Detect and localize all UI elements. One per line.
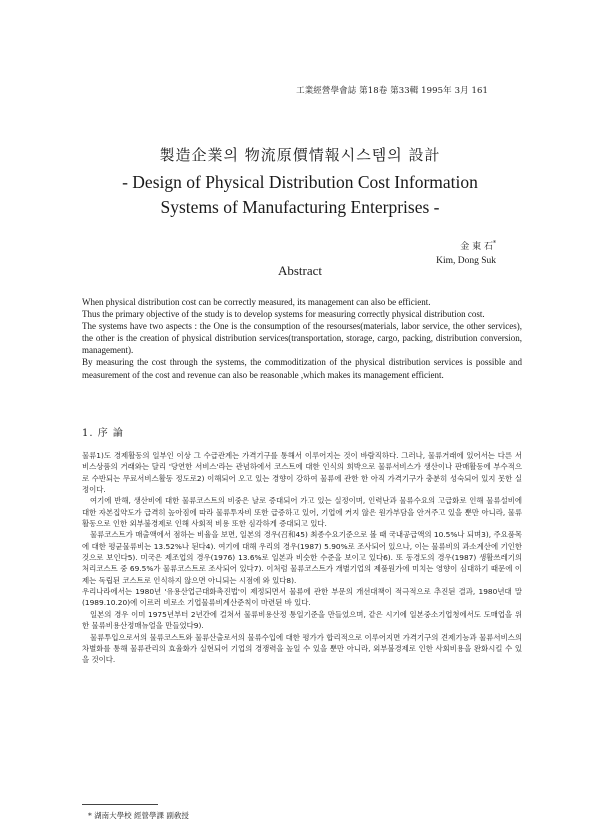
abstract-paragraph: When physical distribution cost can be correctly measured, its management can also be efficient.	[82, 297, 431, 307]
section-heading: 1. 序 論	[82, 428, 124, 439]
body-paragraph: 일본의 경우 이미 1975년부터 2년간에 걸쳐서 물류비용산정 통일기준을 만들었으며, 같은 시기에 일본중소기업청에서도 도매업을 위한 물류비용산정매뉴얼을 만들었다9).	[82, 609, 522, 631]
abstract-heading: Abstract	[277, 263, 323, 278]
author-english: Kim, Dong Suk	[436, 256, 496, 266]
abstract-paragraph: Thus the primary objective of the study is to develop systems for measuring correctly physical distribution cost.	[82, 309, 485, 320]
author-korean-name: 金 東 石	[460, 242, 493, 252]
author-marker: *	[493, 240, 496, 247]
body-paragraph: 우리나라에서는 1980년 '유용산업근대화촉진법'이 제정되면서 물류에 관한 부문의 개선대책이 적극적으로 추진된 결과, 1980년대 말(1989.10.20)에 이르러 비로소 기업물류비계산준칙이 마련된 바 있다.	[82, 587, 522, 608]
footnote: * 湖南大學校 經營學課 副敎授	[88, 811, 189, 820]
body-paragraph: 물류코스트가 매출액에서 점하는 비율을 보면, 일본의 경우(召和45) 최종수요기준으로 볼 때 국내공급액의 10.5%나 되며3), 주요품목에 대한 평균물류비는 13.52%나 된다4). 여기에 대해 우리의 경우(1987) 5.90%로 조사되어 있으나, 이는 물류비의 과소계산에 기인한 것으로 보인다5). 미국은 제조업의 경우(1976) 13.6%로 일본과 비슷한 수준을 보이고 있다6). 또 동경도의 경우(1987) 생활쓰레기의 처리코스트 중 69.5%가 물류코스트로 조사되어 있다7). 이처럼 물류코스트가 개별기업의 제품원가에 미치는 영향이 심대하기 때문에 이제는 독립된 코스트로 인식하지 않으면 아니되는 시점에 와 있다8).	[82, 530, 522, 585]
title-english-line1: - Design of Physical Distribution Cost Information	[122, 172, 478, 192]
footnote-divider	[82, 804, 158, 805]
body-paragraph: 여기에 반해, 생산비에 대한 물류코스트의 비중은 날로 증대되어 가고 있는 실정이며, 인력난과 물류수요의 고급화로 인해 물류설비에 대한 자본집약도가 급격히 높아짐에 따라 물류투자비 또한 급증하고 있어, 기업에 커지 않은 원가부담을 안겨주고 있을 뿐만 아니라, 물류활동으로 인한 외부불경제로 인해 사회적 비용 또한 심각하게 증대되고 있다.	[82, 496, 522, 529]
title-english-line2: Systems of Manufacturing Enterprises -	[160, 197, 440, 217]
author-korean	[436, 237, 496, 254]
abstract-body	[82, 296, 522, 381]
abstract-paragraph: The systems have two aspects : the One is the consumption of the resourses(materials, labor service, the other services), the other is the creation of physical distribution services(transportation, storage, cargo, packing, distribution conversion, management).	[82, 321, 522, 356]
body-paragraph: 물류1)도 경제활동의 일부인 이상 그 수급관계는 가격기구를 통해서 이루어지는 것이 바람직하다. 그러나, 물류거래에 있어서는 다른 서비스상품의 거래와는 달리 '당연한 서비스'라는 관념하에서 코스트에 대한 인식의 희박으로 물류서비스가 생산이나 판매활동에 부수적으로 수반되는 무료서비스활동 정도로2) 이해되어 오고 있는 경향이 강하여 물류에 관한 한 아직 가격기구가 충분히 성숙되어 있지 못한 실정이다.	[82, 451, 522, 495]
body-paragraph: 물류투입으로서의 물류코스트와 물류산출로서의 물류수입에 대한 평가가 합리적으로 이루어지면 가격기구의 견제기능과 물류서비스의 차별화를 통해 물류관리의 효율화가 실현되어 기업의 경쟁력을 높일 수 있을 뿐만 아니라, 외부불경제로 인한 사회비용을 완화시킬 수 있을 것이다.	[82, 632, 522, 665]
title-korean: 製造企業의 物流原價情報시스템의 設計	[159, 146, 441, 164]
running-head: 工業經營學會誌 第18卷 第33輯 1995年 3月 161	[296, 86, 488, 96]
abstract-paragraph: By measuring the cost through the systems, the commoditization of the physical distribution services is possible and measurement of the cost and revenue can also be reasonable ,which makes its management efficient.	[82, 357, 522, 380]
title-block	[0, 145, 600, 220]
section-body	[82, 450, 522, 666]
